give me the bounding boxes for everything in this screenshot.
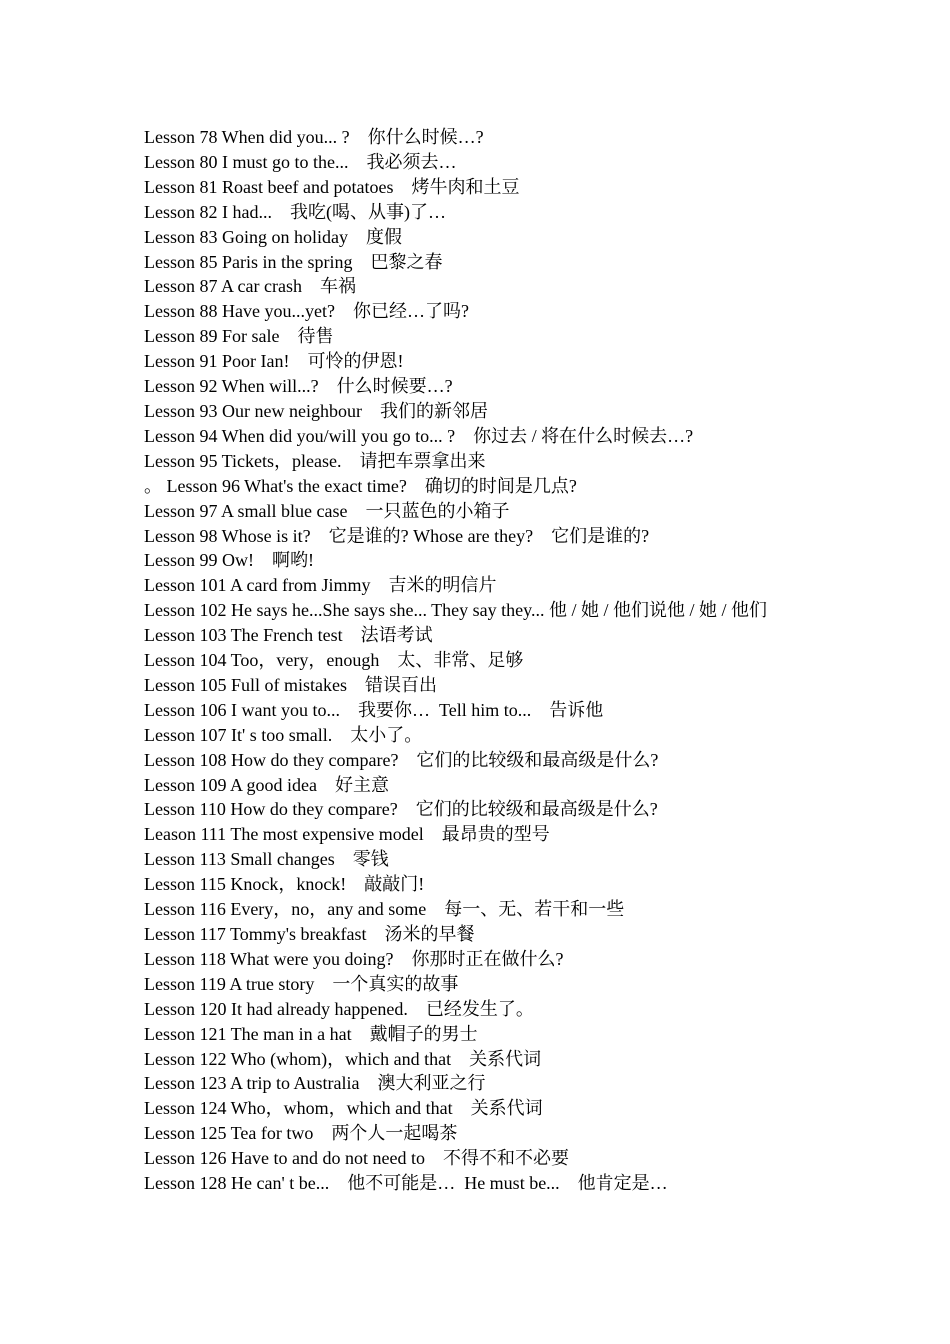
lesson-line: Lesson 83 Going on holiday 度假	[144, 226, 402, 247]
lesson-line: Lesson 125 Tea for two 两个人一起喝茶	[144, 1123, 458, 1144]
lesson-line: Lesson 91 Poor Ian! 可怜的伊恩!	[144, 351, 404, 372]
lesson-line: Lesson 106 I want you to... 我要你… Tell him to... 告诉他	[144, 699, 604, 720]
lesson-line: Lesson 95 Tickets，please. 请把车票拿出来	[144, 450, 486, 471]
lesson-list	[144, 125, 814, 1196]
lesson-line: Lesson 110 How do they compare? 它们的比较级和最高级是什么?	[144, 799, 658, 820]
lesson-line: Lesson 128 He can' t be... 他不可能是… He must be... 他肯定是…	[144, 1173, 668, 1194]
lesson-line: Lesson 117 Tommy's breakfast 汤米的早餐	[144, 924, 475, 944]
lesson-line: Lesson 88 Have you...yet? 你已经…了吗?	[144, 301, 469, 322]
lesson-line: Lesson 102 He says he...She says she... They say they... 他 / 她 / 他们说他 / 她 / 他们	[144, 600, 767, 621]
lesson-line: Lesson 120 It had already happened. 已经发生了。	[144, 998, 534, 1019]
lesson-line: Lesson 98 Whose is it? 它是谁的? Whose are they? 它们是谁的?	[144, 525, 650, 546]
lesson-line: Lesson 81 Roast beef and potatoes 烤牛肉和土豆	[144, 176, 520, 197]
lesson-line: 。 Lesson 96 What's the exact time? 确切的时间是几点?	[144, 475, 577, 496]
lesson-line: Lesson 105 Full of mistakes 错误百出	[144, 674, 437, 695]
lesson-line: Lesson 78 When did you... ? 你什么时候…?	[144, 127, 484, 147]
lesson-line: Lesson 85 Paris in the spring 巴黎之春	[144, 251, 443, 272]
lesson-line: Lesson 116 Every，no，any and some 每一、无、若干和一些	[144, 899, 625, 920]
lesson-line: Lesson 126 Have to and do not need to 不得不和不必要	[144, 1148, 569, 1169]
lesson-line: Lesson 115 Knock，knock! 敲敲门!	[144, 874, 425, 895]
lesson-line: Lesson 99 Ow! 啊哟!	[144, 550, 314, 571]
lesson-line: Lesson 103 The French test 法语考试	[144, 625, 433, 646]
lesson-line: Lesson 93 Our new neighbour 我们的新邻居	[144, 400, 488, 421]
lesson-line: Lesson 94 When did you/will you go to... ? 你过去 / 将在什么时候去…?	[144, 425, 694, 446]
lesson-line: Leason 111 The most expensive model 最昂贵的型号	[144, 824, 550, 845]
lesson-line: Lesson 124 Who，whom，which and that 关系代词	[144, 1098, 543, 1119]
lesson-line: Lesson 80 I must go to the... 我必须去…	[144, 151, 457, 172]
lesson-line: Lesson 101 A card from Jimmy 吉米的明信片	[144, 575, 497, 596]
lesson-line: Lesson 113 Small changes 零钱	[144, 849, 389, 870]
lesson-line: Lesson 109 A good idea 好主意	[144, 774, 389, 795]
lesson-line: Lesson 118 What were you doing? 你那时正在做什么?	[144, 948, 564, 969]
lesson-line: Lesson 108 How do they compare? 它们的比较级和最高级是什么?	[144, 749, 659, 770]
lesson-line: Lesson 107 It' s too small. 太小了。	[144, 724, 423, 745]
lesson-line: Lesson 97 A small blue case 一只蓝色的小箱子	[144, 500, 510, 521]
lesson-line: Lesson 119 A true story 一个真实的故事	[144, 973, 459, 994]
lesson-line: Lesson 89 For sale 待售	[144, 326, 334, 347]
lesson-line: Lesson 123 A trip to Australia 澳大利亚之行	[144, 1073, 486, 1094]
lesson-line: Lesson 92 When will...? 什么时候要…?	[144, 376, 453, 397]
lesson-line: Lesson 104 Too，very，enough 太、非常、足够	[144, 650, 524, 671]
lesson-line: Lesson 82 I had... 我吃(喝、从事)了…	[144, 201, 446, 222]
lesson-line: Lesson 121 The man in a hat 戴帽子的男士	[144, 1023, 478, 1044]
lesson-line: Lesson 122 Who (whom)，which and that 关系代词	[144, 1048, 542, 1069]
lesson-line: Lesson 87 A car crash 车祸	[144, 276, 356, 297]
